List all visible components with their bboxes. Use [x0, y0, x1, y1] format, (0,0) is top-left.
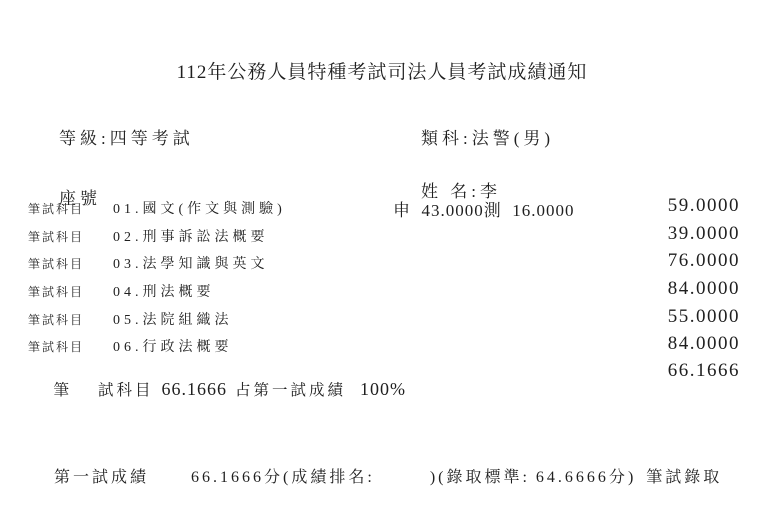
subject-subscores: 申 43.0000測 16.0000 — [393, 201, 575, 220]
row-label: 筆試科目 — [28, 285, 85, 299]
table-row — [0, 225, 764, 247]
table-row — [0, 335, 764, 357]
cutoff-value: 64.6666分 — [535, 469, 628, 486]
grade-line — [26, 104, 194, 169]
subject-name: 03.法學知識與英文 — [113, 257, 269, 272]
subject-name: 06.行政法概要 — [113, 340, 233, 355]
subject-score: 84.0000 — [667, 333, 740, 354]
row-label: 筆試科目 — [28, 340, 85, 354]
table-row — [0, 197, 764, 219]
subject-name: 01.國文(作文與測驗) — [113, 202, 286, 217]
table-row — [0, 252, 764, 274]
summary-average: 66.1666 — [161, 379, 228, 399]
row-label: 筆試科目 — [28, 202, 85, 216]
rank-close: ) — [429, 469, 439, 486]
subject-name: 04.刑法概要 — [113, 285, 215, 300]
grade-label: 等級: — [59, 129, 110, 148]
subject-score: 84.0000 — [667, 278, 740, 299]
result-label: 第一試成績 — [54, 469, 150, 486]
table-row — [0, 308, 764, 330]
subject-score: 39.0000 — [667, 223, 740, 244]
category-label: 類科: — [421, 129, 472, 148]
result-line — [26, 446, 722, 505]
cutoff-close: ) — [627, 469, 637, 486]
row-label: 筆試科目 — [28, 257, 85, 271]
rank-open: (成績排名: — [283, 469, 375, 486]
row-label: 筆試科目 — [28, 230, 85, 244]
summary-total-score: 66.1666 — [667, 360, 740, 381]
subject-name: 02.刑事訴訟法概要 — [113, 230, 269, 245]
subject-name: 05.法院組織法 — [113, 313, 233, 328]
category-value: 法警(男) — [471, 129, 555, 148]
summary-total-row — [0, 362, 764, 384]
first-exam-score: 66.1666分 — [191, 469, 284, 486]
table-row — [0, 280, 764, 302]
summary-label-rest: 試科目 — [98, 382, 154, 399]
admission-result: 筆試錄取 — [646, 469, 723, 486]
cutoff-open: (錄取標準: — [438, 469, 530, 486]
row-label: 筆試科目 — [28, 313, 85, 327]
summary-weight-percent: 100% — [360, 379, 407, 399]
document-title: 112年公務人員特種考試司法人員考試成績通知 — [176, 62, 588, 83]
seat-label: 座號 — [59, 189, 101, 208]
subject-score: 59.0000 — [667, 195, 740, 216]
summary-label-first: 筆 — [53, 382, 73, 399]
subject-score: 55.0000 — [667, 306, 740, 327]
name-value: 李 — [479, 182, 501, 201]
subject-score: 76.0000 — [667, 250, 740, 271]
name-label: 姓 名: — [421, 182, 480, 201]
summary-weight-text: 占第一試成績 — [235, 382, 347, 399]
grade-value: 四等考試 — [109, 129, 194, 148]
